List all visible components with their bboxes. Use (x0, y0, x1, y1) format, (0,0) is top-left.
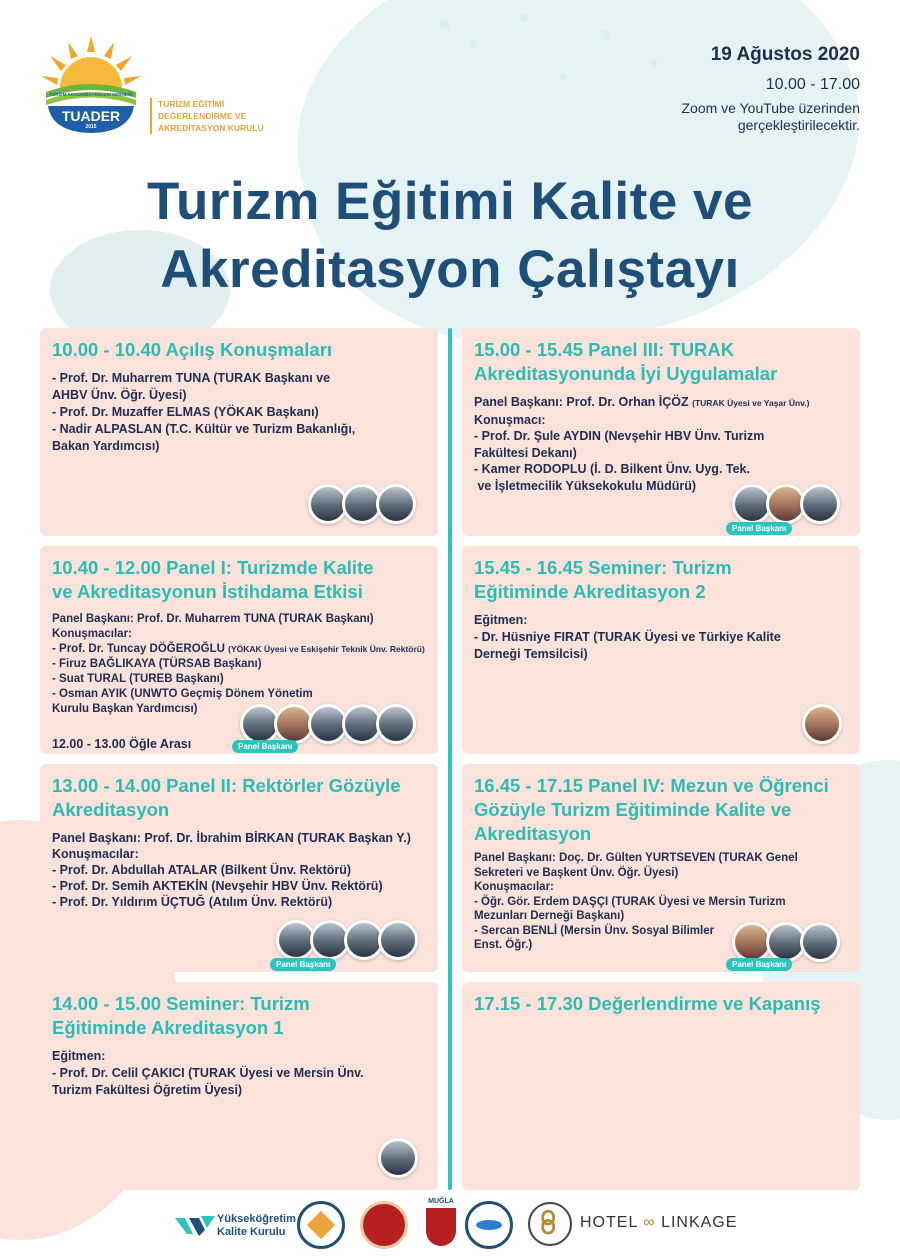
speaker-photos (802, 704, 842, 744)
logo-subtitle (150, 98, 264, 134)
session-opening (40, 328, 438, 536)
speaker-photo (802, 704, 842, 744)
panel-chair-badge: Panel Başkanı (232, 740, 298, 753)
session-line: - Kamer RODOPLU (İ. D. Bilkent Ünv. Uyg. Tek. (474, 462, 750, 476)
panel-chair: Panel Başkanı: Prof. Dr. İbrahim BİRKAN (TURAK Başkan Y.) (52, 831, 411, 845)
speaker-photo (376, 484, 416, 524)
logo-subtitle-line: DEĞERLENDİRME VE (158, 111, 247, 121)
session-title-line: Akreditasyonunda İyi Uygulamalar (474, 363, 778, 384)
yokak-logo (175, 1210, 315, 1240)
yokak-mark-icon (175, 1214, 215, 1238)
session-line: - Firuz BAĞLIKAYA (TÜRSAB Başkanı) (52, 658, 262, 670)
session-body (52, 612, 426, 717)
speaker-affiliation: (YÖKAK Üyesi ve Eskişehir Teknik Ünv. Rektörü) (228, 644, 425, 654)
panel-chair-affiliation: (TURAK Üyesi ve Yaşar Ünv.) (692, 398, 810, 408)
panel-chair: Panel Başkanı: Doç. Dr. Gülten YURTSEVEN (TURAK Genel (474, 852, 798, 864)
session-panel-4 (462, 764, 860, 972)
speakers-label: Konuşmacılar: (52, 847, 139, 861)
logo-subtitle-line: TURİZM EĞİTİMİ (158, 99, 225, 109)
page-title-line: Akreditasyon Çalıştayı (160, 240, 740, 299)
logo-org-arc-text: TURİZM AKADEMİSYENLERİ DERNEĞİ (49, 92, 133, 97)
session-line: Bakan Yardımcısı) (52, 439, 160, 453)
session-line: Enst. Öğr.) (474, 939, 533, 951)
panel-chair-badge: Panel Başkanı (726, 958, 792, 971)
session-body (52, 830, 426, 910)
session-title-line: Akreditasyon (52, 799, 170, 820)
speaker-photos (732, 484, 840, 524)
event-platform-line: Zoom ve YouTube üzerinden (681, 100, 860, 116)
speaker-photo (800, 922, 840, 962)
session-title-line: ve Akreditasyonun İstihdama Etkisi (52, 581, 363, 602)
linkage-chain-icon (530, 1204, 570, 1244)
event-time: 10.00 - 17.00 (765, 76, 860, 93)
session-title-line: Eğitiminde Akreditasyon 2 (474, 581, 706, 602)
session-title (474, 556, 848, 604)
hotel-linkage-logo (580, 1214, 737, 1232)
sponsor-logos (0, 1198, 900, 1254)
speakers-label: Konuşmacı: (474, 412, 546, 427)
session-line: Fakültesi Dekanı) (474, 445, 577, 460)
decor-dot (560, 74, 566, 80)
session-title-line: 16.45 - 17.15 Panel IV: Mezun ve Öğrenci (474, 775, 829, 796)
session-title: 17.15 - 17.30 Değerlendirme ve Kapanış (474, 993, 821, 1014)
linkage-separator-icon: ∞ (643, 1214, 656, 1231)
column-divider (448, 328, 452, 1190)
session-line: Mezunları Derneği Başkanı) (474, 910, 625, 922)
session-line: ve İşletmecilik Yüksekokulu Müdürü) (474, 478, 697, 493)
speaker-photo (378, 1138, 418, 1178)
event-platform (600, 100, 860, 134)
session-body (52, 370, 426, 455)
instructor-label: Eğitmen: (474, 613, 528, 627)
event-info (600, 44, 860, 134)
session-line: - Prof. Dr. Abdullah ATALAR (Bilkent Ünv. Rektörü) (52, 863, 352, 877)
session-title-line: 13.00 - 14.00 Panel II: Rektörler Gözüyle (52, 775, 401, 796)
panel-chair (474, 394, 848, 412)
speaker-photo (800, 484, 840, 524)
session-title-line: 10.40 - 12.00 Panel I: Turizmde Kalite (52, 557, 374, 578)
session-line: - Sercan BENLİ (Mersin Ünv. Sosyal Bilimler (474, 924, 715, 937)
session-title-line: 14.00 - 15.00 Seminer: Turizm (52, 993, 310, 1014)
university-seal-logo (297, 1201, 345, 1249)
page-title (0, 168, 900, 304)
session-line: - Osman AYIK (UNWTO Geçmiş Dönem Yönetim (52, 688, 313, 700)
session-line: - Prof. Dr. Semih AKTEKİN (Nevşehir HBV Ünv. Rektörü) (52, 879, 383, 893)
speakers-label: Konuşmacılar: (52, 628, 132, 640)
session-seminar-2 (462, 546, 860, 754)
session-line: - Öğr. Gör. Erdem DAŞÇI (TURAK Üyesi ve Mersin Turizm (474, 895, 786, 908)
decor-dot (470, 40, 477, 47)
session-line: - Prof. Dr. Şule AYDIN (Nevşehir HBV Ünv. Turizm (474, 429, 765, 443)
session-line: - Prof. Dr. Muharrem TUNA (TURAK Başkanı ve (52, 371, 331, 385)
session-body (474, 394, 848, 494)
panel-chair: Sekreteri ve Başkent Ünv. Öğr. Üyesi) (474, 866, 679, 879)
session-title (52, 992, 426, 1040)
speaker-photo (378, 920, 418, 960)
event-date: 19 Ağustos 2020 (710, 44, 860, 65)
university-seal-logo (360, 1201, 408, 1249)
mugla-shield-icon (426, 1208, 456, 1246)
logo-subtitle-line: AKREDİTASYON KURULU (158, 123, 264, 133)
speaker-photo (376, 704, 416, 744)
yokak-name (217, 1213, 296, 1239)
session-title (52, 556, 426, 604)
speaker-photos (378, 1138, 418, 1178)
session-title-line: Gözüyle Turizm Eğitiminde Kalite ve (474, 799, 792, 820)
tuader-logo (38, 34, 288, 144)
speaker-photos (308, 484, 416, 524)
speaker-photos (732, 922, 840, 962)
session-title: 10.00 - 10.40 Açılış Konuşmaları (52, 339, 333, 360)
session-line: - Prof. Dr. Celil ÇAKICI (TURAK Üyesi ve Mersin Ünv. (52, 1066, 364, 1080)
session-line: Turizm Fakültesi Öğretim Üyesi) (52, 1083, 243, 1097)
panel-chair-name: Panel Başkanı: Prof. Dr. Orhan İÇÖZ (474, 395, 689, 409)
session-seminar-1 (40, 982, 438, 1190)
speaker-name: - Prof. Dr. Tuncay DÖĞEROĞLU (52, 643, 225, 655)
yokak-name-line: Yükseköğretim (217, 1213, 296, 1225)
speaker-photos (276, 920, 418, 960)
session-line: AHBV Ünv. Öğr. Üyesi) (52, 388, 187, 402)
speakers-label: Konuşmacılar: (474, 881, 554, 893)
session-title-line: Akreditasyon (474, 823, 592, 844)
speaker-photos (240, 704, 416, 744)
linkage-word: LINKAGE (661, 1214, 738, 1231)
decor-dot (440, 20, 450, 30)
sinop-university-logo (465, 1201, 513, 1249)
mugla-university-logo (420, 1198, 462, 1250)
session-title (474, 774, 848, 846)
lunch-break: 12.00 - 13.00 Öğle Arası (52, 737, 192, 751)
mugla-label: MUĞLA (428, 1198, 454, 1205)
session-body (52, 1048, 426, 1099)
yokak-name-line: Kalite Kurulu (217, 1226, 286, 1238)
session-line (52, 642, 426, 657)
hotel-linkage-mark-icon (528, 1202, 572, 1246)
instructor-label: Eğitmen: (52, 1049, 106, 1063)
session-title (52, 774, 426, 822)
session-closing (462, 982, 860, 1190)
session-title-line: 15.45 - 16.45 Seminer: Turizm (474, 557, 732, 578)
session-line: - Prof. Dr. Yıldırım ÜÇTUĞ (Atılım Ünv. Rektörü) (52, 895, 333, 909)
panel-chair: Panel Başkanı: Prof. Dr. Muharrem TUNA (TURAK Başkanı) (52, 613, 374, 625)
session-line: - Dr. Hüsniye FIRAT (TURAK Üyesi ve Türkiye Kalite (474, 630, 781, 644)
panel-chair-badge: Panel Başkanı (726, 522, 792, 535)
session-panel-2 (40, 764, 438, 972)
panel-chair-badge: Panel Başkanı (270, 958, 336, 971)
logo-name: TUADER (61, 108, 121, 124)
session-title-line: 15.00 - 15.45 Panel III: TURAK (474, 339, 735, 360)
session-body (474, 612, 848, 663)
session-line: - Prof. Dr. Muzaffer ELMAS (YÖKAK Başkanı) (52, 405, 319, 419)
hotel-word: HOTEL (580, 1214, 638, 1231)
session-title-line: Eğitiminde Akreditasyon 1 (52, 1017, 284, 1038)
session-panel-3 (462, 328, 860, 536)
decor-dot (520, 14, 528, 22)
session-line: Kurulu Başkan Yardımcısı) (52, 703, 198, 715)
page-title-line: Turizm Eğitimi Kalite ve (147, 172, 753, 231)
logo-year: 2015 (85, 124, 97, 130)
session-title (474, 338, 848, 386)
session-line: - Nadir ALPASLAN (T.C. Kültür ve Turizm Bakanlığı, (52, 422, 356, 436)
session-line: - Suat TURAL (TUREB Başkanı) (52, 673, 224, 685)
event-platform-line: gerçekleştirilecektir. (737, 117, 860, 133)
decor-dot (600, 30, 610, 40)
session-line: Derneği Temsilcisi) (474, 647, 588, 661)
session-panel-1 (40, 546, 438, 754)
